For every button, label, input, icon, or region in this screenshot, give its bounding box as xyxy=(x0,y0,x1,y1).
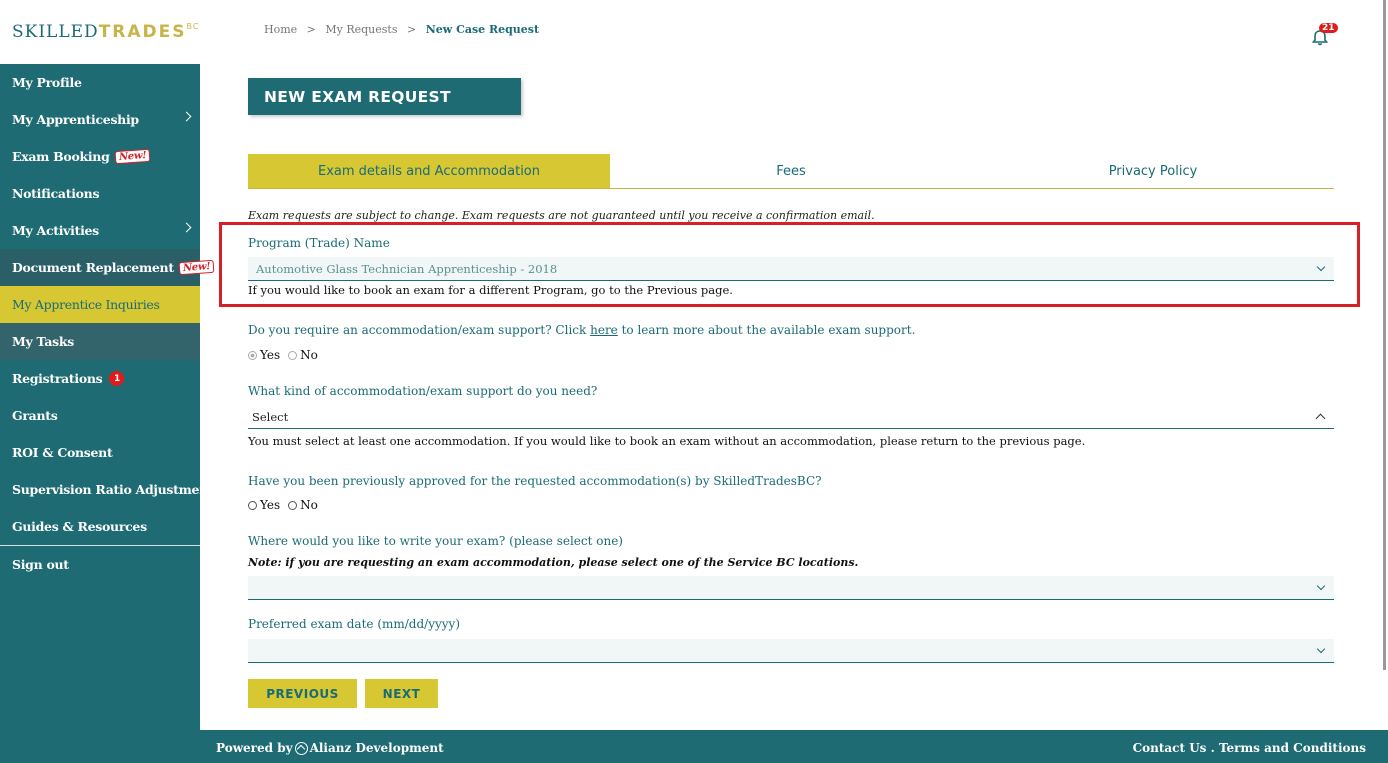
approved-no-radio[interactable] xyxy=(288,501,297,510)
sidebar-item-notifications[interactable] xyxy=(0,175,200,212)
contact-us-link[interactable]: Contact Us xyxy=(1132,741,1207,755)
chevron-down-icon xyxy=(1317,263,1325,271)
sidebar-item-label: Registrations xyxy=(12,371,103,386)
sidebar-item-my-apprenticeship[interactable] xyxy=(0,101,200,138)
next-button[interactable]: NEXT xyxy=(365,679,438,708)
sidebar-item-label: My Apprenticeship xyxy=(12,112,139,127)
tab-fees[interactable]: Fees xyxy=(776,163,806,179)
program-note: If you would like to book an exam for a different Program, go to the Previous page. xyxy=(248,283,733,297)
accommodation-kind-value: Select xyxy=(252,409,289,424)
sidebar-item-label: Notifications xyxy=(12,186,100,201)
program-select-value: Automotive Glass Technician Apprenticeship - 2018 xyxy=(256,261,558,276)
tab-exam-details[interactable]: Exam details and Accommodation xyxy=(248,154,610,188)
approved-yes-radio[interactable] xyxy=(248,501,257,510)
footer-separator: . xyxy=(1206,741,1219,755)
sidebar-item-label: My Apprentice Inquiries xyxy=(12,297,160,312)
accommodation-kind-note: You must select at least one accommodation. If you would like to book an exam without an accommodation, please return to the previous page. xyxy=(248,434,1086,448)
exam-location-note: Note: if you are requesting an exam accommodation, please select one of the Service BC locations. xyxy=(248,556,859,569)
accommodation-kind-select[interactable] xyxy=(248,405,1334,429)
sidebar-item-label: Guides & Resources xyxy=(12,519,147,534)
footer-powered-by xyxy=(216,741,444,755)
breadcrumb-separator: > xyxy=(306,23,316,36)
no-label: No xyxy=(300,498,318,512)
scrollbar[interactable] xyxy=(1383,0,1386,670)
tab-privacy-policy[interactable]: Privacy Policy xyxy=(1108,163,1198,179)
accommodation-radio-group xyxy=(248,348,326,362)
breadcrumb-home[interactable]: Home xyxy=(264,23,298,36)
sidebar-item-exam-booking[interactable] xyxy=(0,138,200,175)
no-label: No xyxy=(300,348,318,362)
sidebar-item-sign-out[interactable] xyxy=(0,546,200,583)
sidebar-item-my-activities[interactable] xyxy=(0,212,200,249)
sidebar-item-roi-consent[interactable] xyxy=(0,434,200,471)
exam-date-select[interactable] xyxy=(248,639,1334,663)
approved-radio-group xyxy=(248,498,326,512)
sidebar-item-my-apprentice-inquiries[interactable] xyxy=(0,286,200,323)
previously-approved-label: Have you been previously approved for the requested accommodation(s) by SkilledTradesBC? xyxy=(248,474,822,488)
sidebar-item-label: My Profile xyxy=(12,75,82,90)
sidebar-item-guides-resources[interactable] xyxy=(0,508,200,545)
sidebar-item-label: ROI & Consent xyxy=(12,445,113,460)
disclaimer-text: Exam requests are subject to change. Exam requests are not guaranteed until you receive a confirmation email. xyxy=(248,209,875,222)
sidebar-item-my-profile[interactable] xyxy=(0,64,200,101)
chevron-down-icon xyxy=(1317,582,1325,590)
powered-by-text: Powered by xyxy=(216,741,293,755)
exam-location-select[interactable] xyxy=(248,576,1334,600)
yes-label: Yes xyxy=(260,498,281,512)
notification-count-badge: 21 xyxy=(1319,23,1338,33)
breadcrumb-current: New Case Request xyxy=(425,23,540,36)
accommodation-no-radio[interactable] xyxy=(288,351,297,360)
page-title: NEW EXAM REQUEST xyxy=(248,78,521,115)
logo-bar xyxy=(0,0,200,64)
breadcrumb xyxy=(264,23,545,36)
logo[interactable] xyxy=(12,22,199,42)
new-badge: New! xyxy=(114,149,150,164)
new-badge: New! xyxy=(178,260,214,275)
chevron-right-icon xyxy=(182,112,192,122)
accommodation-question-text: Do you require an accommodation/exam support? Click xyxy=(248,323,591,337)
program-select[interactable] xyxy=(248,257,1334,281)
breadcrumb-separator: > xyxy=(407,23,417,36)
sidebar-item-supervision-ratio[interactable] xyxy=(0,471,214,508)
accommodation-question-text: to learn more about the available exam support. xyxy=(617,323,916,337)
count-badge: 1 xyxy=(109,371,124,386)
chevron-right-icon xyxy=(182,223,192,233)
sidebar-item-label: Sign out xyxy=(12,557,69,572)
learn-more-link[interactable]: here xyxy=(590,323,618,337)
sidebar-item-label: Supervision Ratio Adjustment xyxy=(12,482,214,497)
sidebar-item-label: My Tasks xyxy=(12,334,74,349)
tab-bar xyxy=(248,154,1334,189)
exam-location-label: Where would you like to write your exam? (please select one) xyxy=(248,534,623,548)
program-label: Program (Trade) Name xyxy=(248,236,390,250)
chevron-up-icon xyxy=(1316,414,1326,424)
sidebar-item-label: Exam Booking xyxy=(12,149,110,164)
sidebar-item-grants[interactable] xyxy=(0,397,200,434)
alianz-logo-icon xyxy=(295,742,308,755)
previous-button[interactable]: PREVIOUS xyxy=(248,679,357,708)
alianz-link[interactable]: Alianz Development xyxy=(309,741,444,755)
sidebar xyxy=(0,64,214,763)
sidebar-item-label: My Activities xyxy=(12,223,99,238)
logo-skilled: SKILLED xyxy=(12,22,99,42)
sidebar-item-my-tasks[interactable] xyxy=(0,323,200,360)
sidebar-item-label: Grants xyxy=(12,408,58,423)
accommodation-kind-label: What kind of accommodation/exam support do you need? xyxy=(248,384,598,398)
footer-links xyxy=(1133,741,1366,755)
chevron-down-icon xyxy=(1317,645,1325,653)
sidebar-item-label: Document Replacement xyxy=(12,260,174,275)
accommodation-yes-radio[interactable] xyxy=(248,351,257,360)
terms-link[interactable]: Terms and Conditions xyxy=(1218,741,1366,755)
sidebar-item-document-replacement[interactable] xyxy=(0,249,211,286)
logo-trades: TRADES xyxy=(98,22,187,42)
sidebar-item-registrations[interactable] xyxy=(0,360,200,397)
yes-label: Yes xyxy=(260,348,281,362)
logo-bc: BC xyxy=(186,22,200,31)
breadcrumb-my-requests[interactable]: My Requests xyxy=(325,23,398,36)
footer xyxy=(200,730,1388,763)
accommodation-question xyxy=(248,323,915,337)
exam-date-label: Preferred exam date (mm/dd/yyyy) xyxy=(248,617,461,631)
